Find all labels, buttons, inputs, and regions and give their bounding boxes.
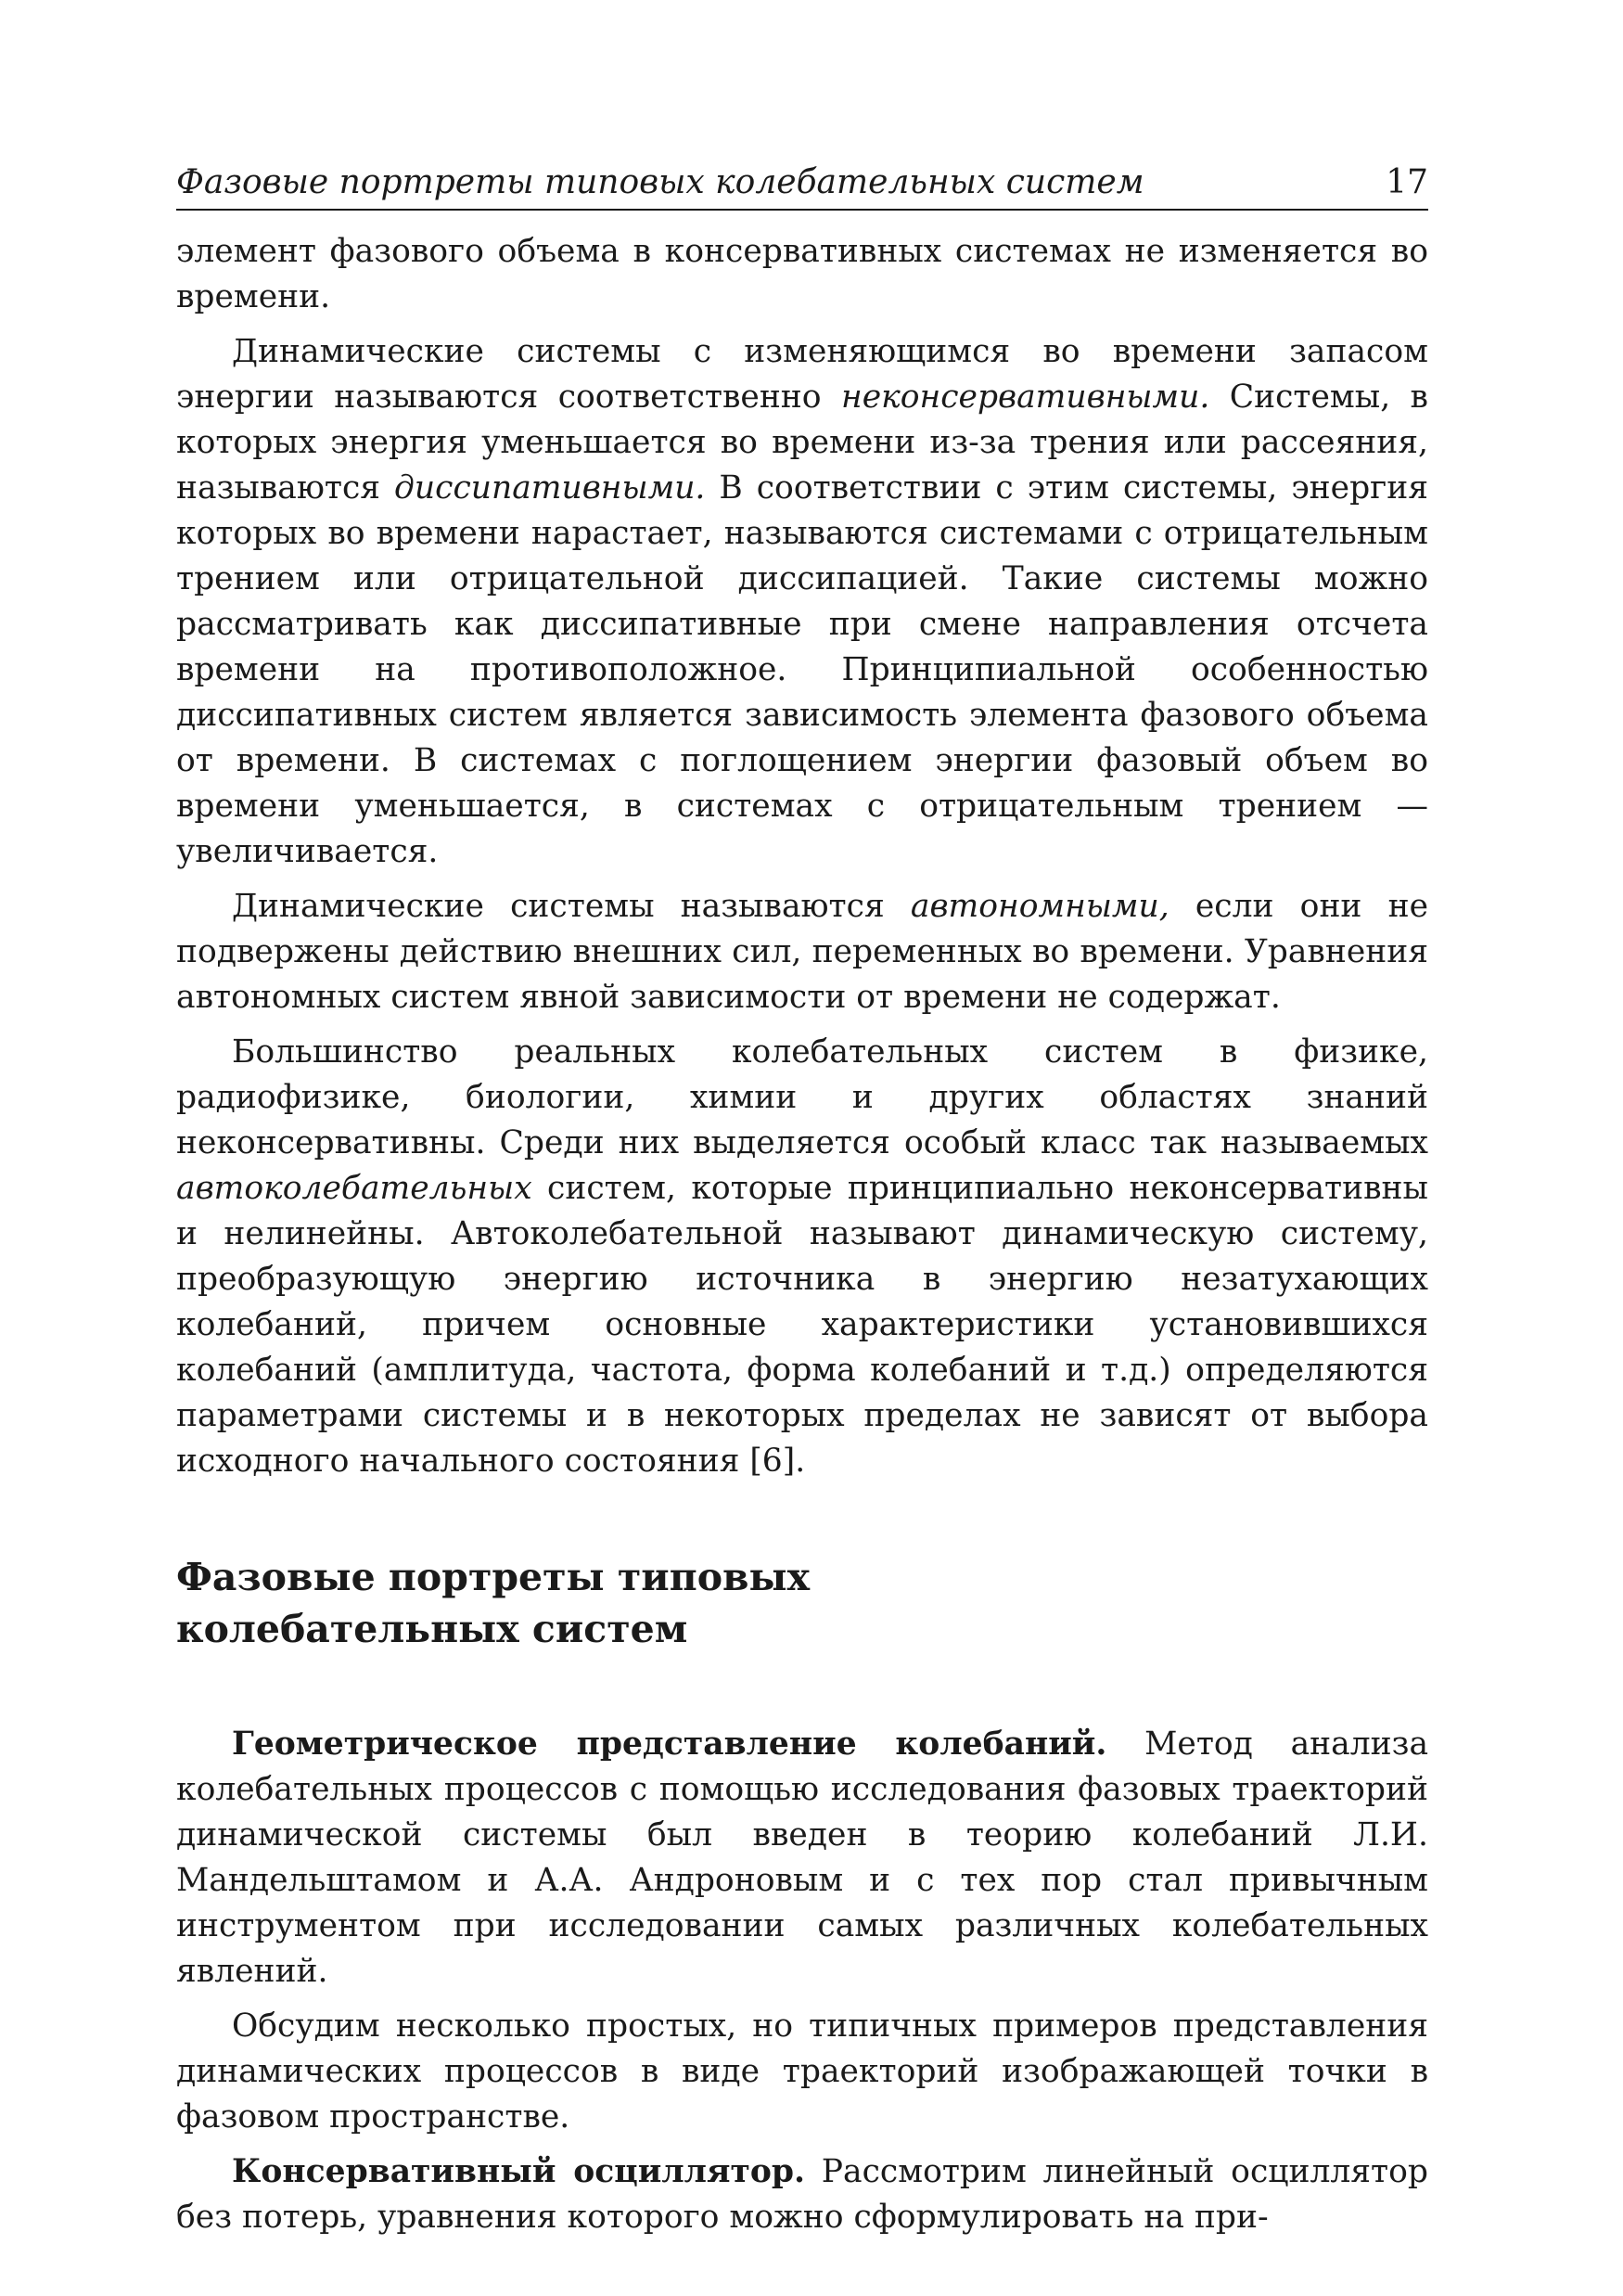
paragraph-2-text-b: Системы, в которых энергия уменьшается во времени из-за трения или рассеяния, называются [176, 378, 1428, 507]
term-autonomous: автономными, [910, 888, 1169, 925]
paragraph-2-text-c: В соответствии с этим системы, энергия которых во времени нарастает, называются системами с отрицательным трением или отрицательной диссипацией. Такие системы можно рассматривать как диссипативные при смене направления отсчета времени на противоположное. Принципиальной особенностью диссипативных систем является зависимость элемента фазового объема от времени. В системах с поглощением энергии фазовый объем во времени уменьшается, в системах с отрицательным трением — увеличивается. [176, 469, 1428, 870]
term-dissipative: диссипативными. [394, 469, 706, 507]
paragraph-3-text-b: если они не подвержены действию внешних сил, переменных во времени. Уравнения автономных систем явной зависимости от времени не содержат. [176, 888, 1428, 1016]
paragraph-5-text: Метод анализа колебательных процессов с помощью исследования фазовых траекторий динамической системы был введен в теорию колебаний Л.И. Мандельштамом и А.А. Андроновым и с тех пор стал привычным инструментом при исследовании самых различных колебательных явлений. [176, 1725, 1429, 1990]
book-page [176, 162, 1428, 2250]
paragraph-5 [176, 1722, 1428, 1995]
paragraph-6: Обсудим несколько простых, но типичных примеров представления динамических процессов в виде траекторий изображающей точки в фазовом пространстве. [176, 2007, 1428, 2136]
section-heading [176, 1551, 1428, 1655]
section-heading-line-2: колебательных систем [176, 1607, 688, 1651]
paragraph-3 [176, 884, 1428, 1020]
paragraph-4-text-a: Большинство реальных колебательных систем в физике, радиофизике, биологии, химии и других областях знаний неконсервативны. Среди них выделяется особый класс так называемых [176, 1033, 1428, 1161]
page-number: 17 [1386, 163, 1428, 201]
paragraph-2-text-a: Динамические системы с изменяющимся во времени запасом энергии называются соответственно [176, 333, 1428, 416]
paragraph-7 [176, 2149, 1428, 2240]
paragraph-1: элемент фазового объема в консервативных системах не изменяется во времени. [176, 233, 1428, 315]
section-heading-line-1: Фазовые портреты типовых [176, 1555, 811, 1599]
runin-heading-conservative-oscillator: Консервативный осциллятор. [232, 2153, 806, 2190]
paragraph-4 [176, 1030, 1428, 1484]
paragraph-7-text: Рассмотрим линейный осциллятор без потерь, уравнения которого можно сформулировать на при- [176, 2153, 1428, 2236]
term-nonconservative: неконсервативными. [840, 378, 1210, 416]
term-self-oscillating: автоколебательных [176, 1170, 532, 1207]
paragraph-2 [176, 329, 1428, 875]
body-text [176, 229, 1428, 2240]
paragraph-3-text-a: Динамические системы называются [232, 888, 911, 925]
running-head [176, 162, 1428, 211]
runin-heading-geometric: Геометрическое представление колебаний. [232, 1725, 1107, 1763]
paragraph-4-text-b: систем, которые принципиально неконсервативны и нелинейны. Автоколебательной называют динамическую систему, преобразующую энергию источника в энергию незатухающих колебаний, причем основные характеристики установившихся колебаний (амплитуда, частота, форма колебаний и т.д.) определяются параметрами системы и в некоторых пределах не зависят от выбора исходного начального состояния [6]. [176, 1170, 1428, 1480]
running-title: Фазовые портреты типовых колебательных систем [176, 163, 1144, 201]
